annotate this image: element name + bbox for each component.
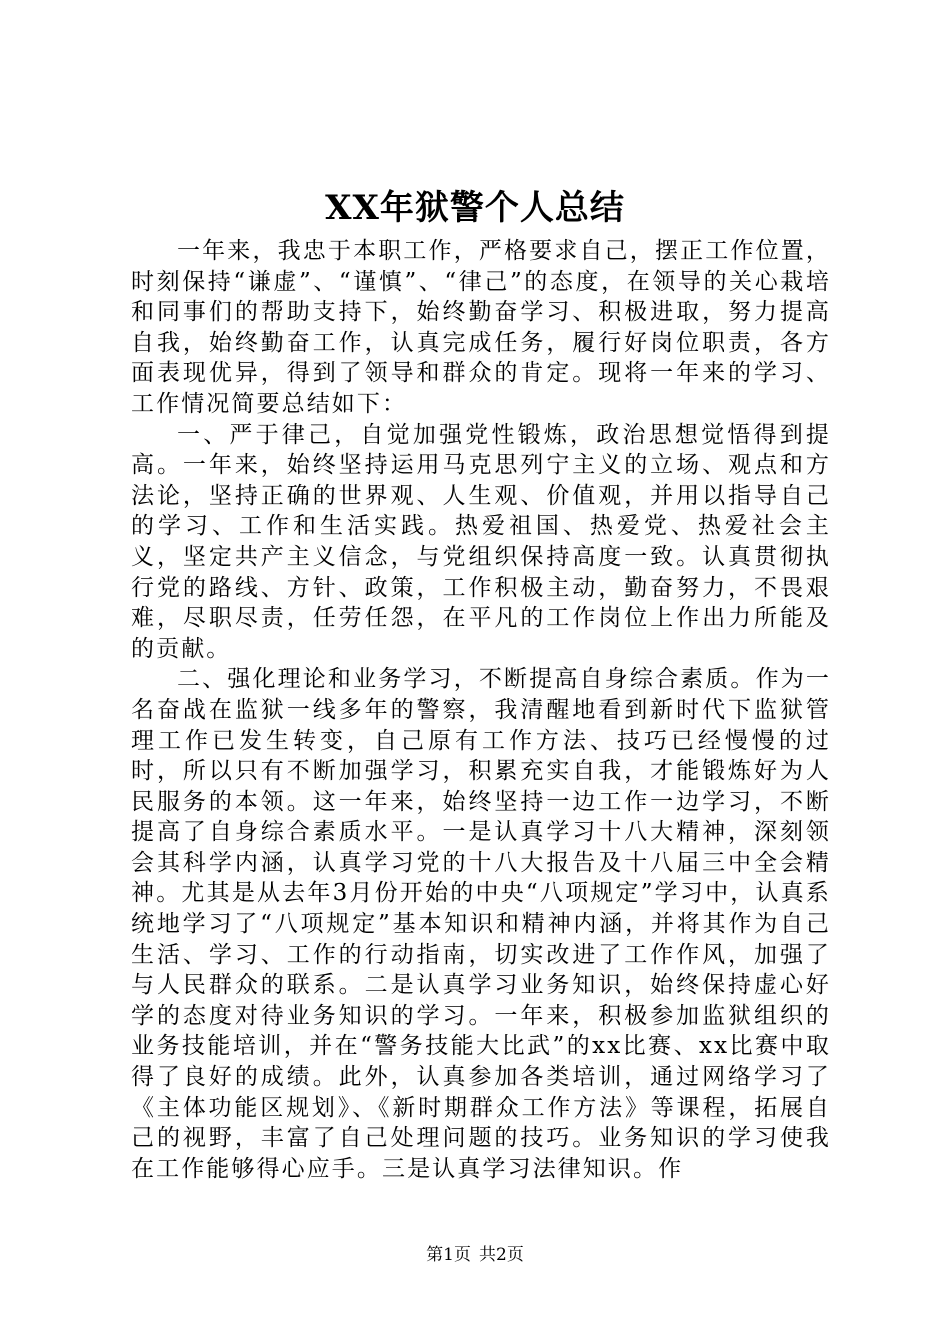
page-number: 第1页 — [426, 1245, 471, 1265]
document-body — [131, 236, 831, 1184]
page-total: 共2页 — [479, 1245, 524, 1265]
paragraph-section-two: 二、强化理论和业务学习，不断提高自身综合素质。作为一名奋战在监狱一线多年的警察，我清醒地看到新时代下监狱管理工作已发生转变，自己原有工作方法、技巧已经慢慢的过时，所以只有不断加强学习，积累充实自我，才能锻炼好为人民服务的本领。这一年来，始终坚持一边工作一边学习，不断提高了自身综合素质水平。一是认真学习十八大精神，深刻领会其科学内涵，认真学习党的十八大报告及十八届三中全会精神。尤其是从去年3月份开始的中央“八项规定”学习中，认真系统地学习了“八项规定”基本知识和精神内涵，并将其作为自己生活、学习、工作的行动指南，切实改进了工作作风，加强了与人民群众的联系。二是认真学习业务知识，始终保持虚心好学的态度对待业务知识的学习。一年来，积极参加监狱组织的业务技能培训，并在“警务技能大比武”的xx比赛、xx比赛中取得了良好的成绩。此外，认真参加各类培训，通过网络学习了《主体功能区规划》、《新时期群众工作方法》等课程，拓展自己的视野，丰富了自己处理问题的技巧。业务知识的学习使我在工作能够得心应手。三是认真学习法律知识。作 — [131, 666, 831, 1182]
paragraph-section-one: 一、严于律己，自觉加强党性锻炼，政治思想觉悟得到提高。一年来，始终坚持运用马克思列宁主义的立场、观点和方法论，坚持正确的世界观、人生观、价值观，并用以指导自己的学习、工作和生活实践。热爱祖国、热爱党、热爱社会主义，坚定共产主义信念，与党组织保持高度一致。认真贯彻执行党的路线、方针、政策，工作积极主动，勤奋努力，不畏艰难，尽职尽责，任劳任怨，在平凡的工作岗位上作出力所能及的贡献。 — [131, 421, 831, 662]
document-title: XX年狱警个人总结 — [325, 188, 625, 228]
paragraph-intro: 一年来，我忠于本职工作，严格要求自己，摆正工作位置，时刻保持“谦虚”、“谨慎”、“律己”的态度，在领导的关心栽培和同事们的帮助支持下，始终勤奋学习、积极进取，努力提高自我，始终勤奋工作，认真完成任务，履行好岗位职责，各方面表现优异，得到了领导和群众的肯定。现将一年来的学习、工作情况简要总结如下： — [131, 238, 831, 417]
page-footer — [0, 1243, 950, 1267]
